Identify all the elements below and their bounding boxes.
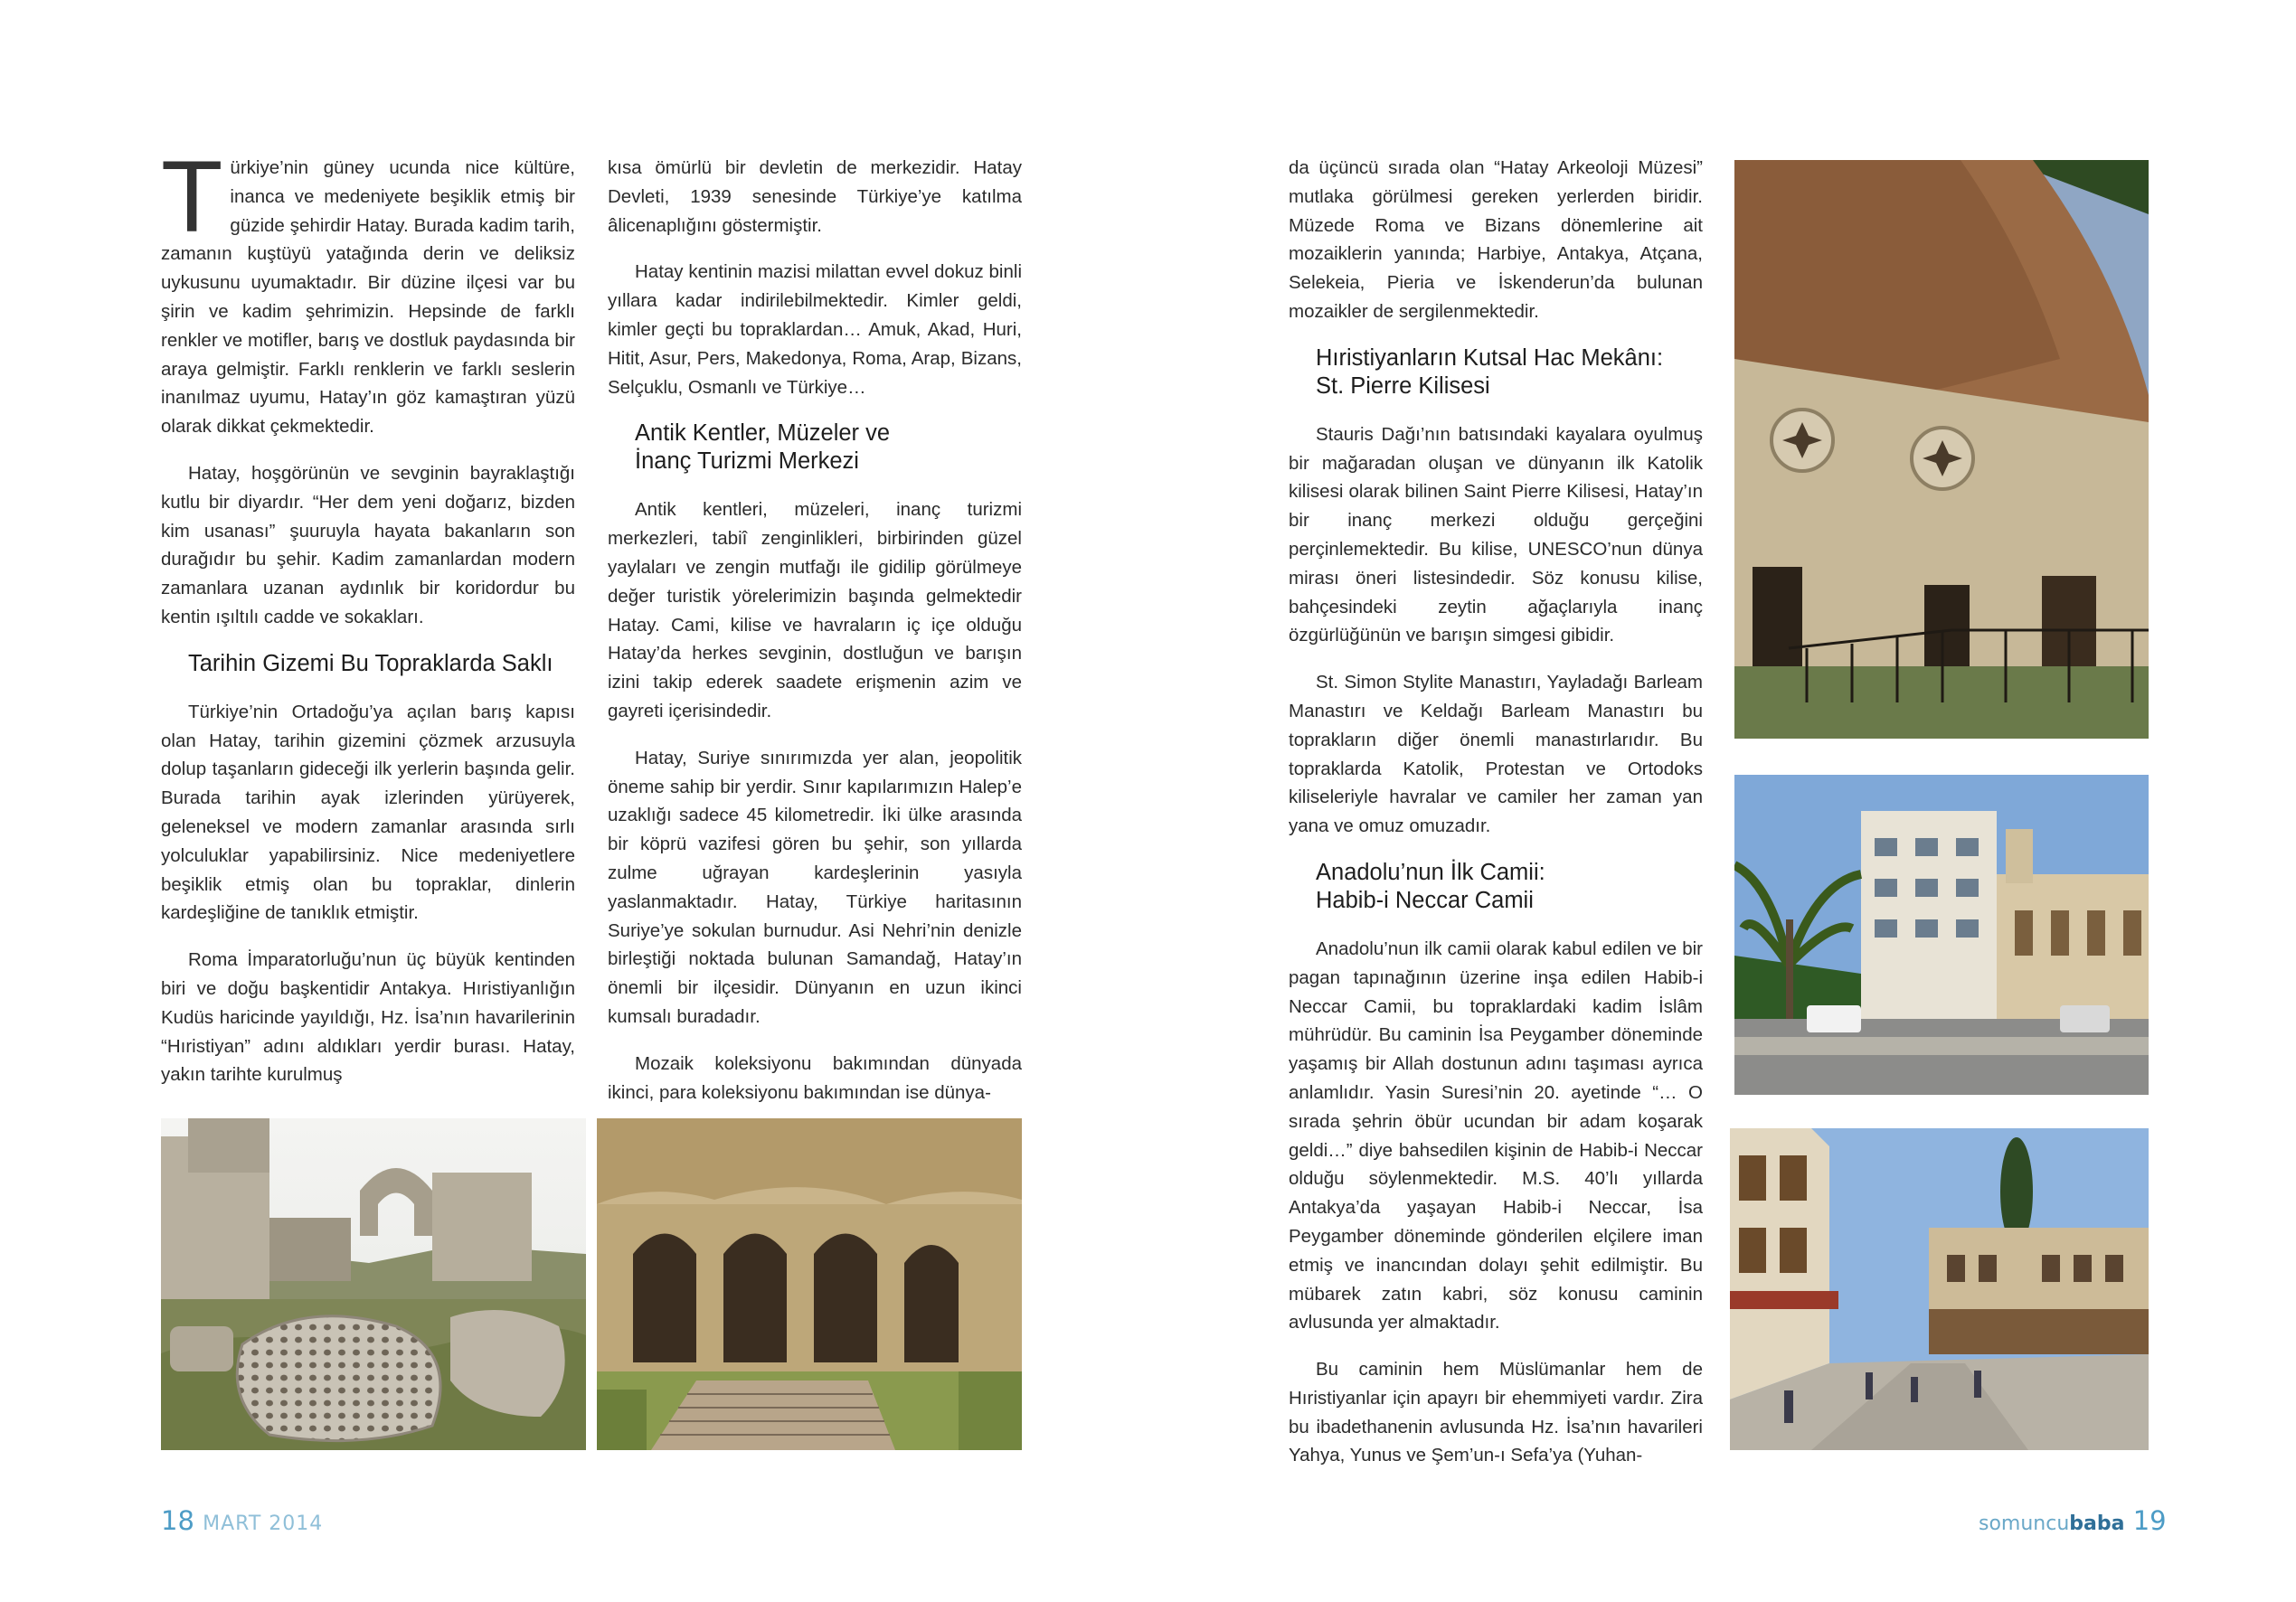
magazine-brand: somuncubaba bbox=[1979, 1512, 2125, 1535]
paragraph: Mozaik koleksiyonu bakımından dünyada ikinci, para koleksiyonu bakımından ise dünya- bbox=[608, 1052, 1022, 1103]
paragraph: da üçüncü sırada olan “Hatay Arkeoloji Müzesi” mutlaka görülmesi gereken yerlerden biridir. Müzede Roma ve Bizans dönemlerine ait mozaiklerin yanında; Harbiye, Antakya, Atçana, Selekeia, Pieria ve İskenderun’da bulunan mozaikler de sergilenmektedir. bbox=[1289, 157, 1703, 322]
paragraph: Roma İmparatorluğu’nun üç büyük kentinden biri ve doğu başkentidir Antakya. Hıristiyanlığın Kudüs haricinde yayıldığı, Hz. İsa’nın havarilerinin “Hıristiyan” adını aldıkları yerdir burası. Hatay, yakın tarihte kurulmuş bbox=[161, 949, 575, 1086]
antakya-street-photo bbox=[1730, 1128, 2149, 1450]
st-pierre-church-photo bbox=[1734, 160, 2149, 739]
section-heading: Tarihin Gizemi Bu Topraklarda Saklı bbox=[188, 650, 553, 676]
page-number: 18 bbox=[161, 1505, 194, 1536]
paragraph: Stauris Dağı’nın batısındaki kayalara oyulmuş bir mağaradan oluşan ve dünyanın ilk Katolik kilisesi olarak bilinen Saint Pierre Kilisesi, Hatay’ın bir inanç merkezi olduğu gerçeğini perçinlemektedir. Bu kilise, UNESCO’nun dünya mirası öneri listesindedir. Söz konusu kilise, bahçesindeki zeytin ağaçlarıyla inanç özgürlüğünün ve barışın simgesi gibidir. bbox=[1289, 423, 1703, 646]
paragraph: Hatay, Suriye sınırımızda yer alan, jeopolitik öneme sahip bir yerdir. Sınır kapılarımızın Halep’e uzaklığı sadece 45 kilometredir. İki ülke arasında bir köprü vazifesi gören bu şehir, son yıllarda zulme uğrayan kardeşlerinin yasıyla yaslanmaktadır. Hatay, Türkiye haritasının Suriye’ye sokulan burnudur. Asi Nehri’nin denizle birleştiği noktada bulunan Samandağ, Hatay’ın önemli bir ilçesidir. Dünyanın en uzun ikinci kumsalı buradadır. bbox=[608, 747, 1022, 1027]
left-column-2 bbox=[608, 154, 1022, 1125]
right-column bbox=[1289, 154, 1703, 1488]
right-folio bbox=[1979, 1505, 2167, 1536]
paragraph: Bu caminin hem Müslümanlar hem de Hıristiyanlar için apayrı bir ehemmiyeti vardır. Zira bu ibadethanenin avlusunda Hz. İsa’nın havarileri Yahya, Yunus ve Şem’un-ı Sefa’ya (Yuhan- bbox=[1289, 1359, 1703, 1466]
issue-date: MART 2014 bbox=[203, 1512, 324, 1535]
ruins-photo bbox=[161, 1118, 586, 1450]
left-column-1 bbox=[161, 140, 575, 1107]
habib-i-neccar-mosque-photo bbox=[1734, 775, 2149, 1095]
paragraph: kısa ömürlü bir devletin de merkezidir. Hatay Devleti, 1939 senesinde Türkiye’ye katılma âlicenaplığını göstermiştir. bbox=[608, 157, 1022, 236]
section-heading: Anadolu’nun İlk Camii: Habib-i Neccar Camii bbox=[1316, 859, 1545, 913]
paragraph: Antik kentleri, müzeleri, inanç turizmi merkezleri, tabiî zenginlikleri, birbirinden güzel yaylaları ve zengin mutfağı ile gidilip görülmeye değer turistik yörelerimizin başında gelmektedir Hatay. Cami, kilise ve havraların iç içe olduğu Hatay’da herkes sevginin, dostluğun ve barışın izini takip ederek saadete erişmenin azim ve gayreti içerisindedir. bbox=[608, 499, 1022, 721]
section-heading: Antik Kentler, Müzeler ve İnanç Turizmi Merkezi bbox=[635, 420, 891, 475]
paragraph: St. Simon Stylite Manastırı, Yayladağı Barleam Manastırı ve Keldağı Barleam Manastırı bu toprakların diğer önemli manastırlarıdır. Bu topraklarda Katolik, Protestan ve Ortodoks kiliseleriyle havralar ve camiler her zaman yan yana ve omuz omuzadır. bbox=[1289, 672, 1703, 837]
paragraph: Hatay kentinin mazisi milattan evvel dokuz binli yıllara kadar indirilebilmektedir. Kimler geldi, kimler geçti bu topraklardan… Amuk, Akad, Huri, Hitit, Asur, Pers, Makedonya, Roma, Arap, Bizans, Selçuklu, Osmanlı ve Türkiye… bbox=[608, 261, 1022, 398]
intro-paragraph: Türkiye’nin güney ucunda nice kültüre, inanca ve medeniyete beşiklik etmiş bir güzide şehirdir Hatay. Burada kadim tarih, zamanın kuştüyü yatağında derin ve deliksiz uykusunu uyumaktadır. Bir düzine ilçesi var bu şirin ve kadim şehrimizin. Hepsinde de farklı renkler ve motifler, barış ve dostluk paydasında bir araya gelmiştir. Farklı renklerin ve farklı seslerin inanılmaz uyumu, Hatay’ın göz kamaştıran yüzü olarak dikkat çekmektedir. bbox=[161, 140, 575, 438]
paragraph: Hatay, hoşgörünün ve sevginin bayraklaştığı kutlu bir diyardır. “Her dem yeni doğarız, bizden kim usanası” şuuruyla hayata bakanların son durağıdır bu şehir. Kadim zamanlardan modern zamanlara uzanan aydınlık bir koridordur bu kentin ışıltılı cadde ve sokakları. bbox=[161, 462, 575, 627]
page-number: 19 bbox=[2132, 1505, 2167, 1536]
paragraph: Türkiye’nin Ortadoğu’ya açılan barış kapısı olan Hatay, tarihin gizemini çözmek arzusuyla dolup taşanların gideceği ilk yerlerin başında gelir. Burada tarihin ayak izlerinden yürüyerek, geleneksel ve modern zamanlar arasında sırlı yolculuklar yapabilirsiniz. Nice medeniyetlere beşiklik etmiş olan bu topraklar, dinlerin kardeşliğine de tanıklık etmiştir. bbox=[161, 701, 575, 924]
paragraph: Anadolu’nun ilk camii olarak kabul edilen ve bir pagan tapınağının üzerine inşa edilen Habib-i Neccar Camii, bu topraklardaki kadim İslâm mührüdür. Bu caminin İsa Peygamber döneminde yaşamış bir Allah dostunun adını taşıması ayrıca anlamlıdır. Yasin Suresi’nin 20. ayetinde “… O sırada şehrin öbür ucundan bir adam koşarak geldi…” diye bahsedilen kişinin de Habib-i Neccar olduğu söylenmektedir. M.S. 40’lı yıllarda Antakya’da yaşayan Habib-i Neccar, İsa Peygamber döneminde gönderilen elçilere iman etmiş ve inancından dolayı şehit edilmiştir. Bu mübarek zatın kabri, söz konusu caminin avlusunda yer almaktadır. bbox=[1289, 938, 1703, 1333]
rock-tombs-photo bbox=[597, 1118, 1022, 1450]
drop-cap: T bbox=[161, 140, 223, 253]
left-folio bbox=[161, 1505, 323, 1536]
section-heading: Hıristiyanların Kutsal Hac Mekânı: St. Pierre Kilisesi bbox=[1316, 344, 1664, 399]
